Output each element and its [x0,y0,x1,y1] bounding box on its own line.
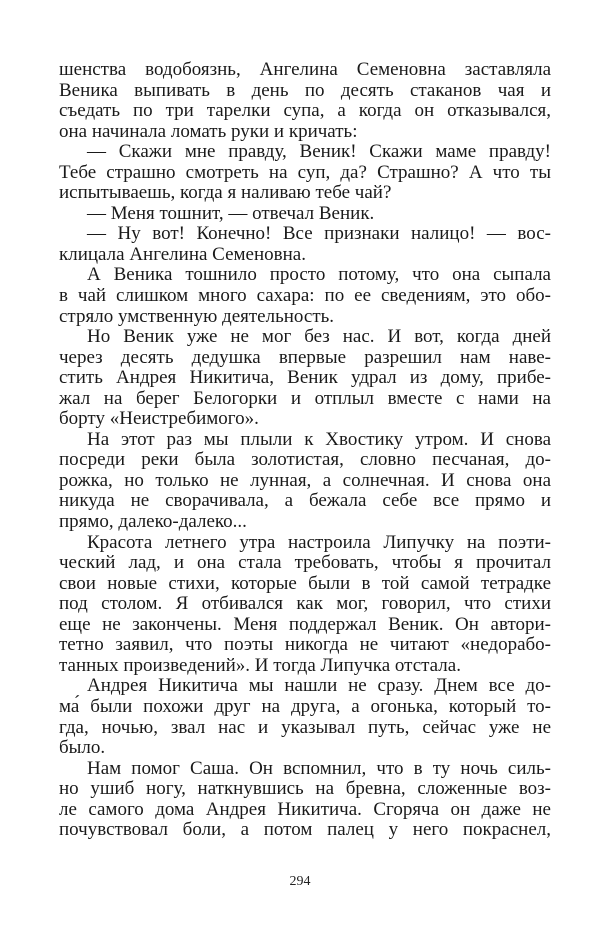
paragraph [59,676,551,758]
text-line: Нам помог Саша. Он вспомнил, что в ту ночь силь- [87,757,551,779]
text-line: На этот раз мы плыли к Хвостику утром. И снова [87,428,551,450]
text-line: ле самого дома Андрея Никитича. Сгоряча он даже не [59,798,551,820]
text-line: А Веника тошнило просто потому, что она сыпала [87,264,551,286]
text-line: никуда не сворачивала, а бежала себе все прямо и [59,490,551,512]
text-line: Тебе страшно смотреть на суп, да? Страшно? А что ты [59,161,551,183]
text-line: съедать по три тарелки супа, а когда он отказывался, [59,100,551,122]
text-line: но ушиб ногу, наткнувшись на бревна, сложенные воз- [59,778,551,800]
text-line: через десять дедушка впервые разрешил нам наве- [59,346,551,368]
text-line: в чай слишком много сахара: по ее сведениям, это обо- [59,285,551,307]
text-line: борту «Неистребимого». [59,408,259,430]
text-line: — Меня тошнит, — отвечал Веник. [87,202,375,224]
text-line: еще не закончены. Меня поддержал Веник. Он автори- [59,613,551,635]
text-line: почувствовал боли, а потом палец у него покраснел, [59,819,551,841]
text-line: тетно заявил, что поэты никогда не читают «недорабо- [59,634,551,656]
text-line: рожка, но только не лунная, а солнечная. И снова она [59,469,551,491]
text-line: стряло умственную деятельность. [59,305,335,327]
text-line: стить Андрея Никитича, Веник удрал из дому, прибе- [59,367,551,389]
text-line: она начинала ломать руки и кричать: [59,120,358,142]
page-number: 294 [289,874,311,889]
text-line: под столом. Я отбивался как мог, говорил, что стихи [59,593,551,615]
text-line: ческий лад, и она стала требовать, чтобы я прочитал [59,552,551,574]
paragraph [59,759,551,841]
text-line: Но Веник уже не мог без нас. И вот, когда дней [87,326,551,348]
text-line: клицала Ангелина Семеновна. [59,243,306,265]
paragraph [59,265,551,327]
text-line: Веника выпивать в день по десять стаканов чая и [59,79,551,101]
paragraph [59,430,551,533]
paragraph [59,204,551,225]
text-line: испытываешь, когда я наливаю тебе чай? [59,182,392,204]
paragraph [59,60,551,142]
text-line: танных произведений». И тогда Липучка отстала. [59,654,461,676]
text-line: шенства водобоязнь, Ангелина Семеновна заставляла [59,59,551,80]
text-line: свои новые стихи, которые были в той самой тетрадке [59,572,551,594]
paragraph [59,327,551,430]
text-line: Андрея Никитича мы нашли не сразу. Днем все до- [87,675,551,697]
text-line: — Ну вот! Конечно! Все признаки налицо! — вос- [87,223,551,245]
text-line: прямо, далеко-далеко... [59,511,247,533]
text-line: жал на берег Белогорки и отплыл вместе с нами на [59,387,551,409]
text-line: было. [59,737,106,759]
book-page-text [59,60,551,841]
paragraph [59,224,551,265]
text-line: посреди реки была золотистая, словно песчаная, до- [59,449,551,471]
text-line: ма́ были похожи друг на друга, а огонька, который то- [59,695,551,717]
text-line: Красота летнего утра настроила Липучку на поэти- [87,531,551,553]
text-line: — Скажи мне правду, Веник! Скажи маме правду! [87,141,551,163]
paragraph [59,533,551,677]
text-line: гда, ночью, звал нас и указывал путь, сейчас уже не [59,716,551,738]
paragraph [59,142,551,204]
